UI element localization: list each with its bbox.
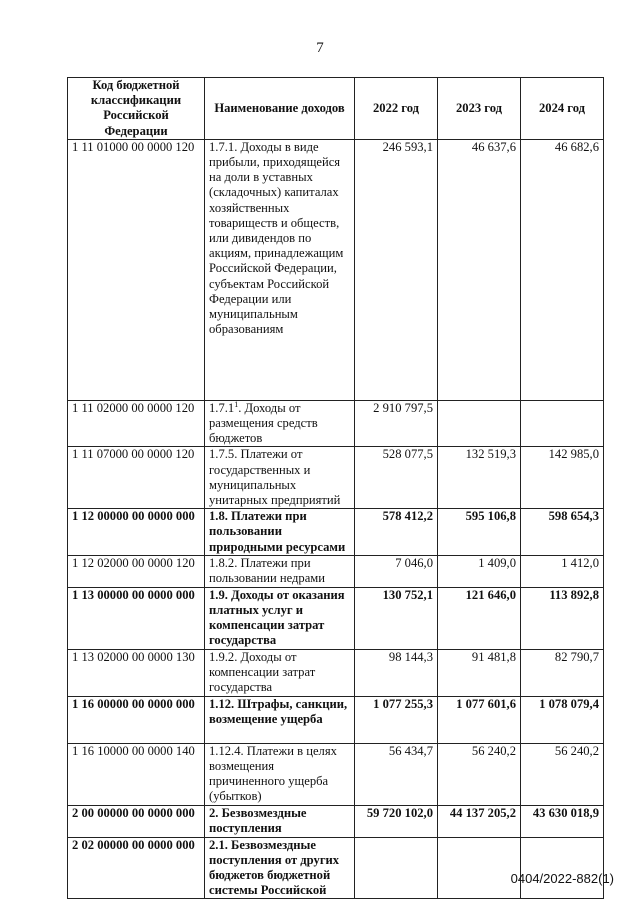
table-row [68, 447, 604, 509]
document-code: 0404/2022-882(1) [510, 871, 614, 886]
value-2024: 43 630 018,9 [521, 805, 604, 837]
value-2022: 98 144,3 [355, 649, 438, 696]
page-number: 7 [316, 40, 324, 56]
row-name: 1.8.2. Платежи при пользовании недрами [205, 556, 355, 587]
row-code: 1 16 00000 00 0000 000 [68, 696, 205, 743]
row-name: 1.12. Штрафы, санкции, возмещение ущерба [205, 696, 355, 743]
row-code: 1 11 01000 00 0000 120 [68, 139, 205, 400]
value-2023: 56 240,2 [438, 743, 521, 805]
value-2024: 82 790,7 [521, 649, 604, 696]
value-2023: 44 137 205,2 [438, 805, 521, 837]
row-code: 1 11 02000 00 0000 120 [68, 400, 205, 447]
value-2022: 528 077,5 [355, 447, 438, 509]
value-2024: 598 654,3 [521, 509, 604, 556]
table-row [68, 649, 604, 696]
header-name: Наименование доходов [205, 78, 355, 140]
row-name: 1.9. Доходы от оказания платных услуг и компенсации затрат государства [205, 587, 355, 649]
value-2023: 1 077 601,6 [438, 696, 521, 743]
value-2023: 1 409,0 [438, 556, 521, 587]
value-2022: 2 910 797,5 [355, 400, 438, 447]
row-code: 1 12 00000 00 0000 000 [68, 509, 205, 556]
value-2023 [438, 837, 521, 899]
row-name: 1.12.4. Платежи в целях возмещения причиненного ущерба (убытков) [205, 743, 355, 805]
row-name-superscript: 1 [234, 399, 239, 409]
value-2022: 56 434,7 [355, 743, 438, 805]
value-2023 [438, 400, 521, 447]
value-2024: 113 892,8 [521, 587, 604, 649]
value-2022: 1 077 255,3 [355, 696, 438, 743]
row-name: 2.1. Безвозмездные поступления от других бюджетов бюджетной системы Российской [205, 837, 355, 899]
value-2024: 46 682,6 [521, 139, 604, 400]
table-row [68, 139, 604, 400]
table-row [68, 696, 604, 743]
row-code: 1 13 02000 00 0000 130 [68, 649, 205, 696]
value-2024: 1 412,0 [521, 556, 604, 587]
table-row [68, 743, 604, 805]
table-row [68, 400, 604, 447]
value-2024: 142 985,0 [521, 447, 604, 509]
value-2023: 132 519,3 [438, 447, 521, 509]
value-2022: 130 752,1 [355, 587, 438, 649]
value-2023: 46 637,6 [438, 139, 521, 400]
row-name-text: . Доходы от размещения средств бюджетов [209, 400, 318, 446]
value-2022: 246 593,1 [355, 139, 438, 400]
row-name [205, 400, 355, 447]
value-2023: 91 481,8 [438, 649, 521, 696]
row-code: 1 16 10000 00 0000 140 [68, 743, 205, 805]
value-2022: 578 412,2 [355, 509, 438, 556]
header-2022: 2022 год [355, 78, 438, 140]
value-2023: 121 646,0 [438, 587, 521, 649]
row-code: 1 12 02000 00 0000 120 [68, 556, 205, 587]
value-2022 [355, 837, 438, 899]
value-2024 [521, 837, 604, 899]
header-2024: 2024 год [521, 78, 604, 140]
table-row [68, 587, 604, 649]
row-name: 1.9.2. Доходы от компенсации затрат государства [205, 649, 355, 696]
value-2024 [521, 400, 604, 447]
value-2023: 595 106,8 [438, 509, 521, 556]
value-2022: 59 720 102,0 [355, 805, 438, 837]
row-name: 2. Безвозмездные поступления [205, 805, 355, 837]
value-2024: 1 078 079,4 [521, 696, 604, 743]
header-2023: 2023 год [438, 78, 521, 140]
row-name: 1.7.5. Платежи от государственных и муниципальных унитарных предприятий [205, 447, 355, 509]
revenue-table [67, 77, 604, 899]
row-code: 1 13 00000 00 0000 000 [68, 587, 205, 649]
row-name-number: 1.7.1 [209, 400, 235, 415]
value-2024: 56 240,2 [521, 743, 604, 805]
table-row [68, 805, 604, 837]
table-row [68, 509, 604, 556]
table-header-row [68, 78, 604, 140]
row-code: 2 00 00000 00 0000 000 [68, 805, 205, 837]
row-name: 1.8. Платежи при пользовании природными ресурсами [205, 509, 355, 556]
value-2022: 7 046,0 [355, 556, 438, 587]
table-row [68, 556, 604, 587]
row-code: 1 11 07000 00 0000 120 [68, 447, 205, 509]
header-code: Код бюджетной классификации Российской Федерации [68, 78, 205, 140]
table-row [68, 837, 604, 899]
row-name: 1.7.1. Доходы в виде прибыли, приходящейся на доли в уставных (складочных) капиталах хозяйственных товариществ и обществ, или дивидендов по акциям, принадлежащим Российской Федерации, субъектам Российской Федерации или муниципальным образованиям [205, 139, 355, 400]
row-code: 2 02 00000 00 0000 000 [68, 837, 205, 899]
